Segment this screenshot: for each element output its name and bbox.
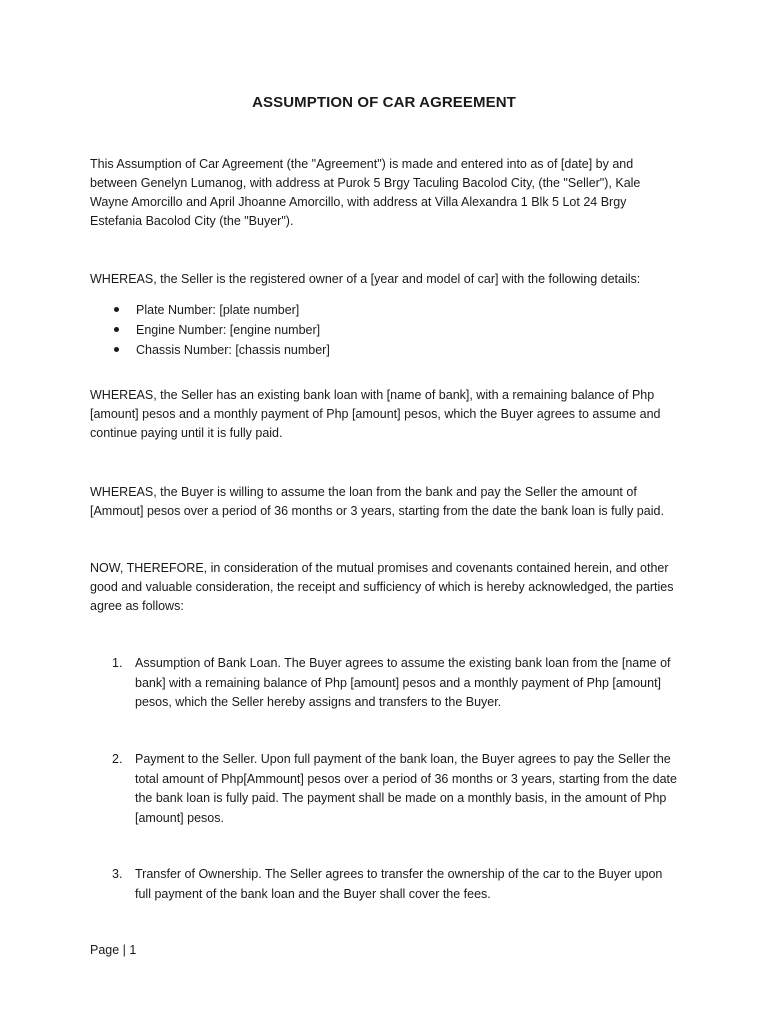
clause-number: 1. xyxy=(112,656,123,670)
list-item: Plate Number: [plate number] xyxy=(90,300,330,320)
page-footer: Page | 1 xyxy=(90,943,137,957)
clause-item xyxy=(90,865,680,904)
list-item: Chassis Number: [chassis number] xyxy=(90,340,330,360)
list-item: Engine Number: [engine number] xyxy=(90,320,330,340)
intro-paragraph: This Assumption of Car Agreement (the "Agreement") is made and entered into as of [date] by and between Genelyn Lumanog, with address at Purok 5 Brgy Taculing Bacolod City, (the "Seller"), Kale Wayne Amorcillo and April Jhoanne Amorcillo, with address at Villa Alexandra 1 Blk 5 Lot 24 Brgy Estefania Bacolod City (the "Buyer"). xyxy=(90,157,641,228)
whereas-buyer-paragraph: WHEREAS, the Buyer is willing to assume the loan from the bank and pay the Seller the amount of [Ammout] pesos over a period of 36 months or 3 years, starting from the date the bank loan is fully paid. xyxy=(90,485,664,518)
clause-item xyxy=(90,750,680,828)
whereas-loan-paragraph: WHEREAS, the Seller has an existing bank loan with [name of bank], with a remaining balance of Php [amount] pesos and a monthly payment of Php [amount] pesos, which the Buyer agrees to assume and continue paying until it is fully paid. xyxy=(90,388,661,440)
document-title: ASSUMPTION OF CAR AGREEMENT xyxy=(252,94,516,111)
clause-number: 3. xyxy=(112,867,123,881)
clause-number: 2. xyxy=(112,752,123,766)
clause-item xyxy=(90,654,680,713)
clause-text: Assumption of Bank Loan. The Buyer agrees to assume the existing bank loan from the [name of bank] with a remaining balance of Php [amount] pesos and a monthly payment of Php [amount] pesos, which the Seller hereby assigns and transfers to the Buyer. xyxy=(135,656,671,709)
car-details-list xyxy=(90,300,330,360)
clause-text: Transfer of Ownership. The Seller agrees to transfer the ownership of the car to the Buyer upon full payment of the bank loan and the Buyer shall cover the fees. xyxy=(135,867,663,901)
clause-text: Payment to the Seller. Upon full payment of the bank loan, the Buyer agrees to pay the Seller the total amount of Php[Ammount] pesos over a period of 36 months or 3 years, starting from the date the bank loan is fully paid. The payment shall be made on a monthly basis, in the amount of Php [amount] pesos. xyxy=(135,752,677,825)
whereas-owner-paragraph: WHEREAS, the Seller is the registered owner of a [year and model of car] with the following details: xyxy=(90,272,641,286)
now-therefore-paragraph: NOW, THEREFORE, in consideration of the mutual promises and covenants contained herein, and other good and valuable consideration, the receipt and sufficiency of which is hereby acknowledged, the parties agree as follows: xyxy=(90,561,674,613)
